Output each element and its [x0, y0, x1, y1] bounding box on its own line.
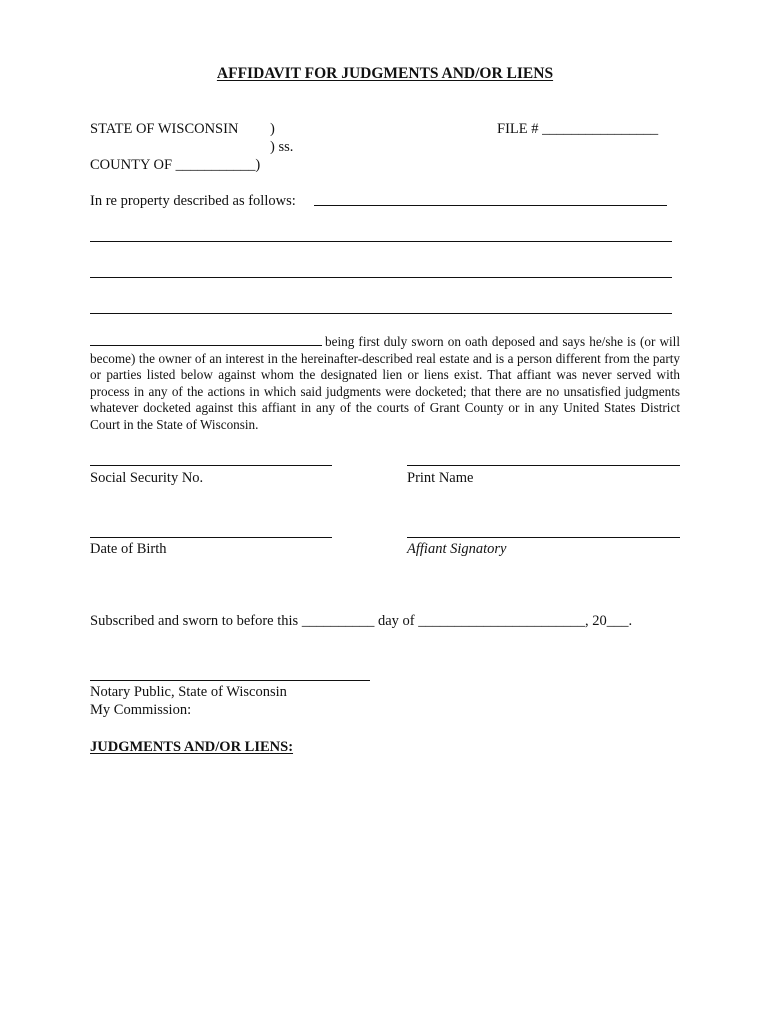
property-line-1[interactable]: [314, 205, 667, 206]
document-title: AFFIDAVIT FOR JUDGMENTS AND/OR LIENS: [216, 65, 554, 82]
ssn-label: Social Security No.: [90, 470, 204, 486]
signature-line[interactable]: [407, 537, 680, 538]
county-label: COUNTY OF ___________): [90, 157, 261, 173]
subscribed-sworn-line[interactable]: Subscribed and sworn to before this __________ day of _______________________, 20___.: [90, 613, 633, 629]
dob-label: Date of Birth: [90, 541, 167, 557]
notary-commission: My Commission:: [90, 702, 192, 718]
property-line-2[interactable]: [90, 241, 672, 242]
caption-ss: ) ss.: [270, 139, 294, 155]
affiant-name-blank[interactable]: [90, 333, 322, 346]
ssn-line[interactable]: [90, 465, 332, 466]
print-name-line[interactable]: [407, 465, 680, 466]
notary-signature-line[interactable]: [90, 680, 370, 681]
dob-line[interactable]: [90, 537, 332, 538]
state-label: STATE OF WISCONSIN: [90, 121, 239, 137]
print-name-label: Print Name: [407, 470, 474, 486]
affiant-statement: [90, 333, 680, 434]
judgments-heading: JUDGMENTS AND/OR LIENS:: [90, 739, 294, 755]
property-line-3[interactable]: [90, 277, 672, 278]
statement-text: being first duly sworn on oath deposed and says he/she is (or will become) the owner of an interest in the hereinafter-described real estate and is a person different from the party or parties listed below against whom the designated lien or liens exist. That affiant was never served with process in any of the actions in which said judgments were docketed; that there are no unsatisfied judgments whatever docketed against this affiant in any of the courts of Grant County or in any United States District Court in the State of Wisconsin.: [90, 334, 680, 432]
property-label: In re property described as follows:: [90, 193, 296, 209]
file-number-field[interactable]: FILE # ________________: [497, 121, 659, 137]
caption-paren: ): [270, 121, 275, 137]
notary-title: Notary Public, State of Wisconsin: [90, 684, 287, 700]
property-line-4[interactable]: [90, 313, 672, 314]
signatory-label: Affiant Signatory: [407, 541, 507, 557]
